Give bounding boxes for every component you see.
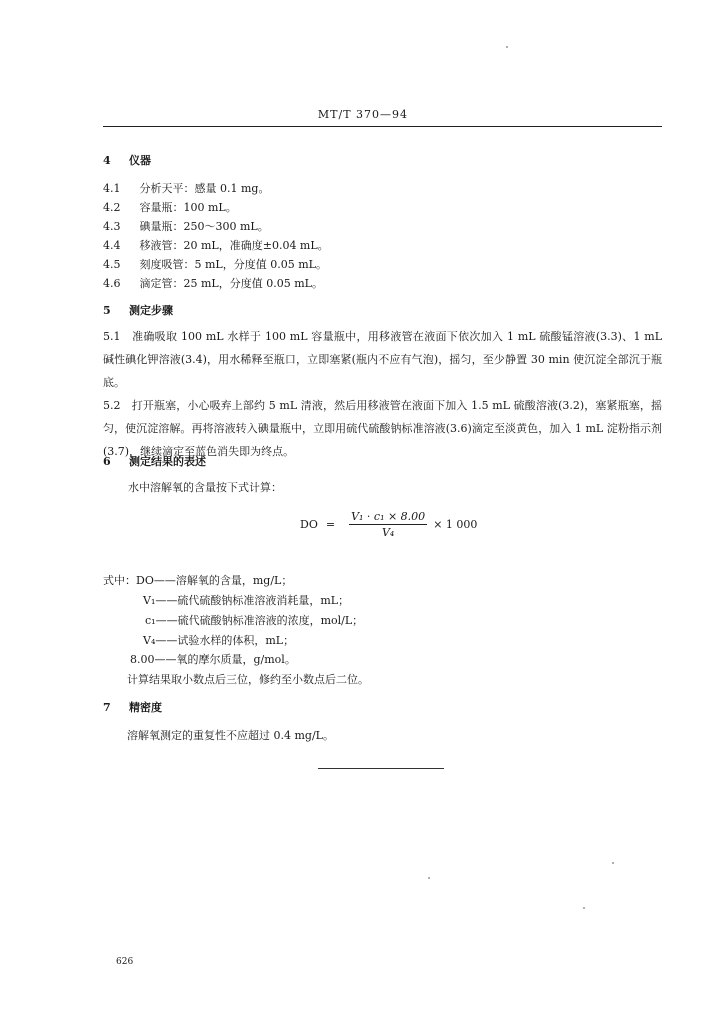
definition-text: 硫代硫酸钠标准溶液消耗量，mL； bbox=[177, 594, 350, 607]
section-number: 4 bbox=[103, 154, 111, 167]
section-6-heading bbox=[103, 453, 206, 469]
formula-intro: 水中溶解氧的含量按下式计算： bbox=[128, 481, 282, 494]
definition-do bbox=[103, 572, 292, 588]
item-number: 4.5 bbox=[103, 258, 121, 271]
scan-speck bbox=[583, 907, 585, 909]
section-number: 7 bbox=[103, 701, 111, 714]
section-5-heading bbox=[103, 302, 173, 318]
section-title: 测定结果的表述 bbox=[129, 455, 206, 468]
definition-symbol: V₁—— bbox=[143, 594, 178, 607]
page-number: 626 bbox=[116, 957, 134, 967]
do-formula bbox=[300, 510, 477, 539]
definition-v1 bbox=[143, 592, 349, 608]
item-text: 容量瓶：100 mL。 bbox=[139, 201, 237, 214]
formula-denominator: V₄ bbox=[381, 526, 395, 539]
section-4-heading bbox=[103, 152, 151, 168]
section-title: 测定步骤 bbox=[129, 304, 173, 317]
section-title: 精密度 bbox=[129, 701, 162, 714]
definition-text: 溶解氧的含量，mg/L； bbox=[175, 574, 293, 587]
definition-text: 硫代硫酸钠标准溶液的浓度，mol/L； bbox=[177, 614, 364, 627]
section-number: 6 bbox=[103, 455, 111, 468]
formula-numerator: V₁ · c₁ × 8.00 bbox=[351, 510, 426, 523]
item-number: 4.4 bbox=[103, 239, 121, 252]
paragraph-5-2: 5.2 打开瓶塞，小心吸弃上部约 5 mL 清液，然后用移液管在液面下加入 1.5 mL 硫酸溶液(3.2)，塞紧瓶塞，摇匀，使沉淀溶解。再将溶液转入碘量瓶中，立即用硫代硫酸钠标准溶液(3.6)滴定至淡黄色，加入 1 mL 淀粉指示剂(3.7)，继续滴定至蓝色消失即为终点。 bbox=[103, 399, 662, 458]
formula-tail: × 1 000 bbox=[433, 518, 478, 531]
formula-lhs: DO bbox=[300, 518, 318, 531]
item-number: 4.2 bbox=[103, 201, 121, 214]
section-number: 5 bbox=[103, 304, 111, 317]
item-number: 4.3 bbox=[103, 220, 121, 233]
item-4-4 bbox=[103, 237, 329, 253]
paragraph-5-1: 5.1 准确吸取 100 mL 水样于 100 mL 容量瓶中，用移液管在液面下依次加入 1 mL 硫酸锰溶液(3.3)、1 mL 碱性碘化钾溶液(3.4)，用水稀释至瓶口，立即塞紧(瓶内不应有气泡)，摇匀，至少静置 30 min 使沉淀全部沉于瓶底。 bbox=[103, 330, 662, 389]
item-4-3 bbox=[103, 218, 269, 234]
item-text: 移液管：20 mL，准确度±0.04 mL。 bbox=[139, 239, 329, 252]
item-4-1 bbox=[103, 180, 269, 196]
header-rule bbox=[103, 126, 662, 127]
definition-symbol: 式中：DO—— bbox=[103, 574, 176, 587]
definition-symbol: c₁—— bbox=[145, 614, 178, 627]
end-rule bbox=[318, 768, 444, 769]
item-text: 碘量瓶：250～300 mL。 bbox=[139, 220, 269, 233]
definition-c1 bbox=[145, 612, 363, 628]
calculation-note: 计算结果取小数点后三位，修约至小数点后二位。 bbox=[127, 673, 369, 686]
section-title: 仪器 bbox=[129, 154, 151, 167]
item-number: 4.6 bbox=[103, 277, 121, 290]
section-7-heading bbox=[103, 699, 162, 715]
item-text: 滴定管：25 mL，分度值 0.05 mL。 bbox=[139, 277, 323, 290]
definition-symbol: V₄—— bbox=[143, 634, 178, 647]
item-4-2 bbox=[103, 199, 237, 215]
definition-molar-mass bbox=[130, 651, 296, 667]
definition-symbol: 8.00—— bbox=[130, 653, 177, 666]
scan-speck bbox=[428, 877, 430, 879]
formula-fraction bbox=[349, 510, 427, 539]
standard-code-header: MT/T 370—94 bbox=[317, 108, 409, 121]
item-text: 刻度吸管：5 mL，分度值 0.05 mL。 bbox=[139, 258, 327, 271]
item-text: 分析天平：感量 0.1 mg。 bbox=[139, 182, 270, 195]
definition-text: 氧的摩尔质量，g/mol。 bbox=[176, 653, 296, 666]
item-number: 4.1 bbox=[103, 182, 121, 195]
scan-speck bbox=[506, 46, 508, 48]
definition-text: 试验水样的体积，mL； bbox=[177, 634, 295, 647]
scan-speck bbox=[612, 862, 614, 864]
item-4-5 bbox=[103, 256, 327, 272]
item-4-6 bbox=[103, 275, 323, 291]
paragraph-7: 溶解氧测定的重复性不应超过 0.4 mg/L。 bbox=[127, 729, 334, 742]
definition-v4 bbox=[143, 632, 294, 648]
formula-equals: = bbox=[325, 518, 336, 531]
